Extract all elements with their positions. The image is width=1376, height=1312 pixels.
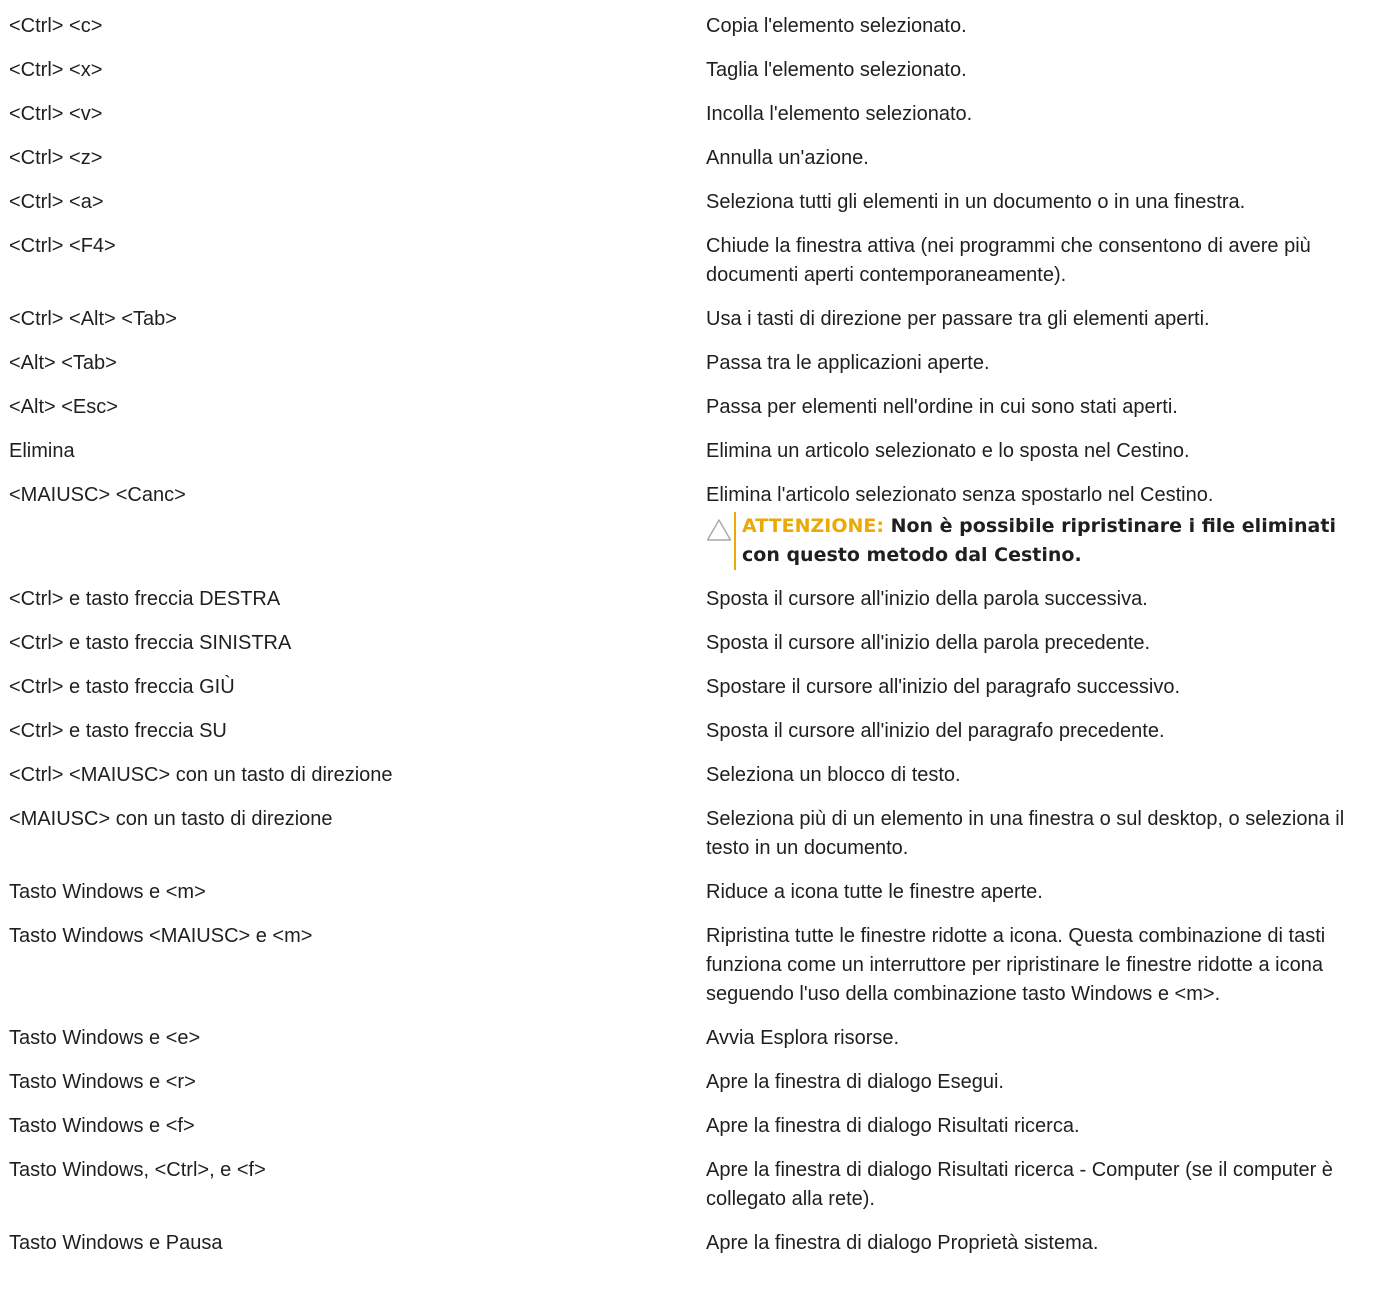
shortcut-description: Incolla l'elemento selezionato. bbox=[706, 103, 973, 125]
shortcut-description: Avvia Esplora risorse. bbox=[706, 1027, 900, 1049]
shortcut-description: Sposta il cursore all'inizio della parola successiva. bbox=[706, 588, 1148, 610]
table-row bbox=[0, 437, 1376, 481]
table-row bbox=[0, 1229, 1376, 1273]
shortcut-description: Apre la finestra di dialogo Risultati ricerca. bbox=[706, 1115, 1080, 1137]
shortcut-key: Tasto Windows e <e> bbox=[9, 1027, 201, 1049]
shortcut-description: Sposta il cursore all'inizio della parola precedente. bbox=[706, 632, 1151, 654]
table-row bbox=[0, 1156, 1376, 1229]
table-row bbox=[0, 188, 1376, 232]
table-row bbox=[0, 349, 1376, 393]
shortcut-description: Apre la finestra di dialogo Esegui. bbox=[706, 1071, 1004, 1093]
warning-triangle-icon bbox=[706, 512, 734, 570]
shortcut-key: <Ctrl> <F4> bbox=[9, 235, 116, 257]
caution-message: Non è possibile ripristinare i file eliminati con questo metodo dal Cestino. bbox=[742, 515, 1336, 566]
shortcut-key: <Ctrl> e tasto freccia GIÙ bbox=[9, 676, 235, 698]
table-row bbox=[0, 585, 1376, 629]
shortcut-key: <Alt> <Esc> bbox=[9, 396, 118, 418]
shortcut-description: Elimina l'articolo selezionato senza spostarlo nel Cestino. bbox=[706, 484, 1214, 506]
table-row bbox=[0, 232, 1376, 305]
table-row bbox=[0, 673, 1376, 717]
shortcut-key: <Ctrl> <z> bbox=[9, 147, 103, 169]
shortcut-description: Taglia l'elemento selezionato. bbox=[706, 59, 967, 81]
table-row bbox=[0, 922, 1376, 1024]
caution-divider bbox=[734, 512, 736, 570]
shortcut-description: Ripristina tutte le finestre ridotte a icona. Questa combinazione di tasti funziona come un interruttore per ripristinare le finestre ridotte a icona seguendo l'uso della combinazione tasto Windows e <m>. bbox=[706, 925, 1326, 1005]
shortcut-key: Tasto Windows e <f> bbox=[9, 1115, 195, 1137]
shortcut-key: <Ctrl> <MAIUSC> con un tasto di direzione bbox=[9, 764, 393, 786]
shortcut-description: Passa tra le applicazioni aperte. bbox=[706, 352, 990, 374]
table-row bbox=[0, 717, 1376, 761]
shortcut-key: Tasto Windows <MAIUSC> e <m> bbox=[9, 925, 313, 947]
shortcut-description: Copia l'elemento selezionato. bbox=[706, 15, 967, 37]
shortcut-description: Seleziona più di un elemento in una finestra o sul desktop, o seleziona il testo in un documento. bbox=[706, 808, 1345, 859]
shortcut-key: Tasto Windows, <Ctrl>, e <f> bbox=[9, 1159, 266, 1181]
shortcut-table bbox=[0, 12, 1376, 1273]
shortcut-description: Sposta il cursore all'inizio del paragrafo precedente. bbox=[706, 720, 1165, 742]
shortcut-key: <Ctrl> <v> bbox=[9, 103, 103, 125]
shortcut-description: Usa i tasti di direzione per passare tra gli elementi aperti. bbox=[706, 308, 1210, 330]
shortcut-key: <Ctrl> <x> bbox=[9, 59, 103, 81]
table-row bbox=[0, 1024, 1376, 1068]
shortcut-description: Elimina un articolo selezionato e lo sposta nel Cestino. bbox=[706, 440, 1190, 462]
shortcut-key: <Ctrl> <a> bbox=[9, 191, 104, 213]
caution-note bbox=[706, 512, 1368, 570]
caution-label: ATTENZIONE: bbox=[742, 515, 884, 537]
table-row bbox=[0, 1112, 1376, 1156]
shortcut-key: <Alt> <Tab> bbox=[9, 352, 117, 374]
shortcut-description: Spostare il cursore all'inizio del paragrafo successivo. bbox=[706, 676, 1181, 698]
shortcut-key: <Ctrl> e tasto freccia DESTRA bbox=[9, 588, 281, 610]
shortcut-description: Seleziona un blocco di testo. bbox=[706, 764, 961, 786]
table-row bbox=[0, 481, 1376, 585]
shortcut-key: Tasto Windows e <r> bbox=[9, 1071, 196, 1093]
shortcut-description: Chiude la finestra attiva (nei programmi che consentono di avere più documenti aperti contemporaneamente). bbox=[706, 235, 1311, 286]
table-row bbox=[0, 100, 1376, 144]
shortcut-key: <Ctrl> e tasto freccia SINISTRA bbox=[9, 632, 292, 654]
table-row bbox=[0, 878, 1376, 922]
shortcut-key: <MAIUSC> <Canc> bbox=[9, 484, 186, 506]
shortcut-key: Elimina bbox=[9, 440, 75, 462]
table-row bbox=[0, 305, 1376, 349]
table-row bbox=[0, 393, 1376, 437]
shortcut-description: Apre la finestra di dialogo Proprietà sistema. bbox=[706, 1232, 1099, 1254]
table-row bbox=[0, 1068, 1376, 1112]
shortcut-description: Annulla un'azione. bbox=[706, 147, 869, 169]
table-row bbox=[0, 805, 1376, 878]
shortcut-description: Passa per elementi nell'ordine in cui sono stati aperti. bbox=[706, 396, 1178, 418]
shortcut-description: Apre la finestra di dialogo Risultati ricerca - Computer (se il computer è collegato alla rete). bbox=[706, 1159, 1333, 1210]
table-row bbox=[0, 12, 1376, 56]
shortcut-key: <MAIUSC> con un tasto di direzione bbox=[9, 808, 333, 830]
shortcut-description: Riduce a icona tutte le finestre aperte. bbox=[706, 881, 1043, 903]
shortcut-key: <Ctrl> <Alt> <Tab> bbox=[9, 308, 177, 330]
caution-text bbox=[742, 512, 1368, 570]
shortcut-description: Seleziona tutti gli elementi in un documento o in una finestra. bbox=[706, 191, 1246, 213]
table-row bbox=[0, 629, 1376, 673]
shortcut-key: Tasto Windows e Pausa bbox=[9, 1232, 223, 1254]
table-row bbox=[0, 761, 1376, 805]
shortcut-key: <Ctrl> e tasto freccia SU bbox=[9, 720, 227, 742]
shortcut-key: <Ctrl> <c> bbox=[9, 15, 103, 37]
table-row bbox=[0, 144, 1376, 188]
shortcut-key: Tasto Windows e <m> bbox=[9, 881, 206, 903]
table-row bbox=[0, 56, 1376, 100]
shortcut-description-with-caution bbox=[706, 481, 1376, 570]
